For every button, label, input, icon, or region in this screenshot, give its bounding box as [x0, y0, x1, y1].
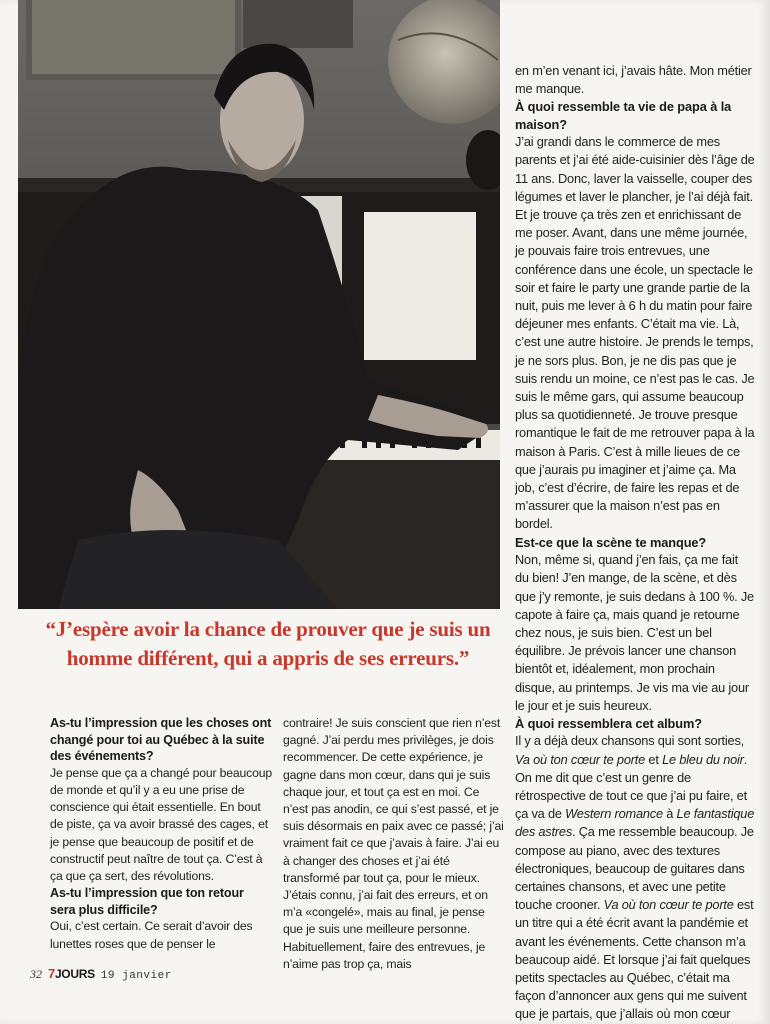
- article-column-left: [50, 715, 272, 953]
- interview-answer: contraire! Je suis conscient que rien n’est gagné. J’ai perdu mes privilèges, je dois recommencer. De cette expérience, je gagne dans mon cœur, dans qui je suis chaque jour, et tout ça est en moi. Ce n’est pas anodin, ce qui s’est passé, et je suis désormais en paix avec ce passé; j’ai vraiment fait ce que j’avais à faire. J’ai eu à changer des choses et j’ai été transformé par tout ça, pour le mieux. J’étais connu, j’ai fait des erreurs, et on m’a «congelé», mais au final, je pense que je suis une meilleure personne. Habituellement, faire des entrevues, je n’aime pas trop ça, mais: [283, 716, 504, 971]
- article-column-middle: [283, 715, 505, 973]
- answer-text: . On me dit que c’est un genre de rétrospective de tout ce que j’ai pu faire, et ça va de: [515, 751, 748, 822]
- page-number: 32: [30, 967, 42, 981]
- interview-question: Est-ce que la scène te manque?: [515, 534, 707, 550]
- interview-question: À quoi ressemble ta vie de papa à la maison?: [515, 99, 732, 132]
- interview-answer: Je pense que ça a changé pour beaucoup de monde et qu’il y a eu une prise de conscience qui était essentielle. En bout de piste, ça va avoir brassé des cages, et je pense que beaucoup de positif et de constructif peut naître de tout ça. C’est à ça que ça sert, des révolutions.: [50, 765, 272, 883]
- issue-date: 19 janvier: [100, 970, 172, 982]
- song-title: Le bleu du noir: [662, 751, 744, 767]
- interview-question: As-tu l’impression que ton retour sera plus difficile?: [50, 886, 244, 917]
- pull-quote: “J’espère avoir la chance de prouver que je suis un homme différent, qui a appris de ses erreurs.”: [45, 617, 491, 670]
- interview-answer: [515, 732, 755, 1023]
- interview-answer: J’ai grandi dans le commerce de mes parents et j’ai été aide-cuisinier dès l’âge de 11 ans. Donc, laver la vaisselle, couper des légumes et laver le plancher, je l’ai déjà fait. Et je trouve ça très zen et enrichissant de me poser. Avant, dans une même journée, je pouvais faire trois entrevues, une conférence dans une école, un spectacle le soir et faire le party une grande partie de la nuit, puis me lever à 6 h du matin pour faire déjeuner mes enfants. C’était ma vie. Là, c’est une autre histoire. Je prends le temps, je ne sors plus. Bon, je ne dis pas que je suis rendu un moine, ce n’est pas le cas. Je suis le même gars, qui assume beaucoup plus sa quotidienneté. Je trouve presque romantique le fait de me retrouver papa à la maison à Paris. C’est à mille lieues de ce que j’aurais pu imaginer et j’aime ça. Ma job, c’est d’écrire, de faire les repas et de m’assurer que la maison n’est pas en bordel.: [515, 134, 755, 532]
- body-text: en m’en venant ici, j’avais hâte. Mon métier me manque.: [515, 63, 752, 97]
- song-title: Va où ton cœur te porte: [515, 751, 646, 767]
- song-title: Le fantastique des astres: [515, 806, 755, 840]
- interview-question: À quoi ressemblera cet album?: [515, 715, 702, 731]
- logo-text: JOURS: [54, 967, 95, 981]
- page-footer: [30, 966, 172, 986]
- magazine-logo: [48, 966, 95, 981]
- answer-text: et: [645, 751, 663, 767]
- article-column-right: [515, 62, 755, 1024]
- song-title: Va où ton cœur te porte: [603, 897, 734, 913]
- answer-text: est un titre qui a été écrit avant la pandémie et avant les événements. Cette chanson m’a beaucoup aidé. Et lorsque j’ai fait quelques petits spectacles au Québec, c’était ma façon d’annoncer aux gens qui me suivent que je partais, que j’allais où mon cœur: [515, 897, 754, 1022]
- song-title: Western romance: [565, 806, 663, 822]
- answer-text: à: [662, 806, 677, 822]
- answer-text: Il y a déjà deux chansons qui sont sorties,: [515, 733, 744, 749]
- photo-man-at-piano: [18, 0, 500, 609]
- interview-answer: Non, même si, quand j’en fais, ça me fait du bien! J’en mange, de la scène, et dès que j’y remonte, je suis dedans à 100 %. Je capote à faire ça, mais quand je retourne chez nous, je suis bien. C’est un bel équilibre. Je prévois lancer une chanson bientôt et, idéalement, mon prochain disque, au printemps. Je vis ma vie au jour le jour et je suis heureux.: [515, 552, 754, 713]
- interview-answer: Oui, c’est certain. Ce serait d’avoir des lunettes roses que de penser le: [50, 919, 253, 951]
- answer-text: . Ça me ressemble beaucoup. Je compose au piano, avec des textures électroniques, beaucoup de guitares dans certaines chansons, et avec une petite touche crooner.: [515, 824, 754, 913]
- interview-question: As-tu l’impression que les choses ont changé pour toi au Québec à la suite des événements?: [50, 716, 272, 764]
- logo-seven: 7: [48, 966, 55, 981]
